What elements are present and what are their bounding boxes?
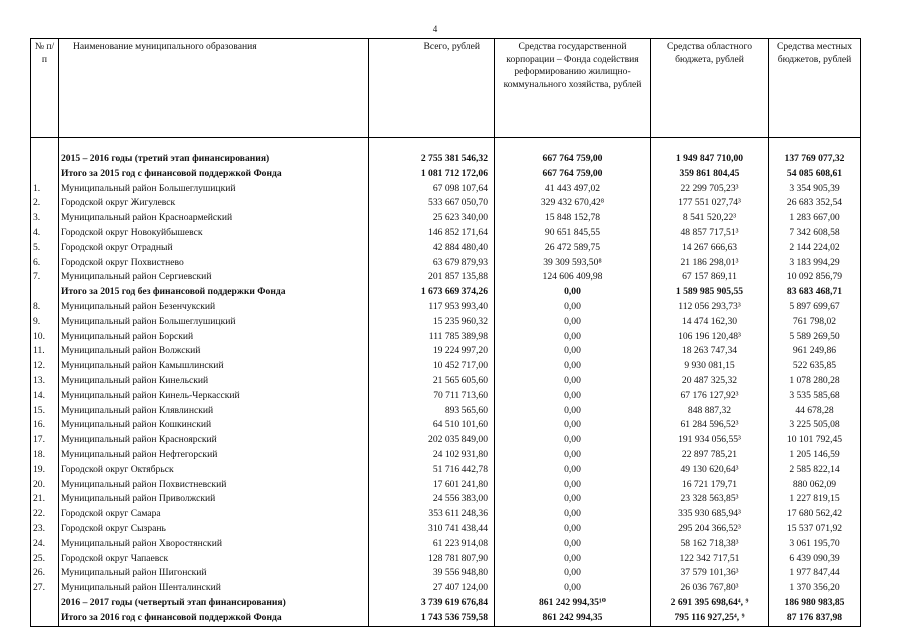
local-budget-amount: 186 980 983,85: [769, 596, 861, 611]
regional-budget-amount: 61 284 596,52³: [651, 418, 769, 433]
local-budget-amount: 54 085 608,61: [769, 167, 861, 182]
fund-amount: 667 764 759,00: [495, 152, 651, 167]
local-budget-amount: 6 439 090,39: [769, 552, 861, 567]
table-row: [31, 448, 861, 463]
table-row: [31, 196, 861, 211]
local-budget-amount: 522 635,85: [769, 359, 861, 374]
fund-amount: 41 443 497,02: [495, 182, 651, 197]
local-budget-amount: 1 370 356,20: [769, 581, 861, 596]
municipality-name: Муниципальный район Шигонский: [59, 566, 369, 581]
table-row: [31, 478, 861, 493]
local-budget-amount: 3 183 994,29: [769, 256, 861, 271]
regional-budget-amount: 295 204 366,52³: [651, 522, 769, 537]
table-row: [31, 359, 861, 374]
table-summary-row: [31, 152, 861, 167]
table-header-row: [31, 39, 861, 138]
table-row: [31, 330, 861, 345]
financing-table: [30, 38, 861, 627]
total-amount: 27 407 124,00: [369, 581, 495, 596]
municipality-name: Муниципальный район Большеглушицкий: [59, 315, 369, 330]
total-amount: 1 743 536 759,58: [369, 611, 495, 626]
total-amount: 24 556 383,00: [369, 492, 495, 507]
row-number: 8.: [31, 300, 59, 315]
row-number: 6.: [31, 256, 59, 271]
row-number: 24.: [31, 537, 59, 552]
municipality-name: Итого за 2015 год без финансовой поддержки Фонда: [59, 285, 369, 300]
fund-amount: 0,00: [495, 433, 651, 448]
local-budget-amount: 880 062,09: [769, 478, 861, 493]
total-amount: 67 098 107,64: [369, 182, 495, 197]
fund-amount: 0,00: [495, 581, 651, 596]
row-number: 10.: [31, 330, 59, 345]
regional-budget-amount: 2 691 395 698,64⁴, ⁹: [651, 596, 769, 611]
municipality-name: Городской округ Чапаевск: [59, 552, 369, 567]
local-budget-amount: 3 354 905,39: [769, 182, 861, 197]
municipality-name: 2015 – 2016 годы (третий этап финансирования): [59, 152, 369, 167]
fund-amount: 0,00: [495, 552, 651, 567]
regional-budget-amount: 191 934 056,55³: [651, 433, 769, 448]
header-municipality: Наименование муниципального образования: [59, 39, 369, 138]
total-amount: 533 667 050,70: [369, 196, 495, 211]
local-budget-amount: 7 342 608,58: [769, 226, 861, 241]
local-budget-amount: 44 678,28: [769, 404, 861, 419]
fund-amount: 0,00: [495, 537, 651, 552]
row-number: 22.: [31, 507, 59, 522]
total-amount: 2 755 381 546,32: [369, 152, 495, 167]
municipality-name: Городской округ Новокуйбышевск: [59, 226, 369, 241]
spacer-row: [31, 138, 861, 153]
municipality-name: 2016 – 2017 годы (четвертый этап финансирования): [59, 596, 369, 611]
municipality-name: Муниципальный район Похвистневский: [59, 478, 369, 493]
row-number: 21.: [31, 492, 59, 507]
local-budget-amount: 10 092 856,79: [769, 270, 861, 285]
total-amount: 63 679 879,93: [369, 256, 495, 271]
total-amount: 21 565 605,60: [369, 374, 495, 389]
table-row: [31, 537, 861, 552]
municipality-name: Муниципальный район Кинельский: [59, 374, 369, 389]
table-row: [31, 507, 861, 522]
regional-budget-amount: 8 541 520,22³: [651, 211, 769, 226]
fund-amount: 39 309 593,50⁸: [495, 256, 651, 271]
total-amount: 310 741 438,44: [369, 522, 495, 537]
header-local-budget: Средства местных бюджетов, рублей: [769, 39, 861, 138]
local-budget-amount: 17 680 562,42: [769, 507, 861, 522]
regional-budget-amount: 22 897 785,21: [651, 448, 769, 463]
fund-amount: 0,00: [495, 492, 651, 507]
row-number: [31, 611, 59, 626]
fund-amount: 90 651 845,55: [495, 226, 651, 241]
regional-budget-amount: 9 930 081,15: [651, 359, 769, 374]
fund-amount: 861 242 994,35: [495, 611, 651, 626]
total-amount: 61 223 914,08: [369, 537, 495, 552]
row-number: 16.: [31, 418, 59, 433]
row-number: 15.: [31, 404, 59, 419]
header-fund: Средства государственной корпорации – Фонда содействия реформированию жилищно-коммунального хозяйства, рублей: [495, 39, 651, 138]
total-amount: 128 781 807,90: [369, 552, 495, 567]
local-budget-amount: 1 283 667,00: [769, 211, 861, 226]
local-budget-amount: 5 897 699,67: [769, 300, 861, 315]
total-amount: 201 857 135,88: [369, 270, 495, 285]
table-row: [31, 463, 861, 478]
total-amount: 1 673 669 374,26: [369, 285, 495, 300]
municipality-name: Городской округ Сызрань: [59, 522, 369, 537]
regional-budget-amount: 122 342 717,51: [651, 552, 769, 567]
header-number: № п/п: [31, 39, 59, 138]
municipality-name: Муниципальный район Хворостянский: [59, 537, 369, 552]
fund-amount: 667 764 759,00: [495, 167, 651, 182]
municipality-name: Муниципальный район Кошкинский: [59, 418, 369, 433]
fund-amount: 0,00: [495, 330, 651, 345]
fund-amount: 0,00: [495, 389, 651, 404]
total-amount: 893 565,60: [369, 404, 495, 419]
row-number: 3.: [31, 211, 59, 226]
fund-amount: 0,00: [495, 418, 651, 433]
row-number: 9.: [31, 315, 59, 330]
regional-budget-amount: 49 130 620,64³: [651, 463, 769, 478]
regional-budget-amount: 23 328 563,85³: [651, 492, 769, 507]
regional-budget-amount: 67 176 127,92³: [651, 389, 769, 404]
local-budget-amount: 15 537 071,92: [769, 522, 861, 537]
total-amount: 24 102 931,80: [369, 448, 495, 463]
regional-budget-amount: 106 196 120,48³: [651, 330, 769, 345]
total-amount: 146 852 171,64: [369, 226, 495, 241]
regional-budget-amount: 20 487 325,32: [651, 374, 769, 389]
local-budget-amount: 3 061 195,70: [769, 537, 861, 552]
local-budget-amount: 83 683 468,71: [769, 285, 861, 300]
regional-budget-amount: 359 861 804,45: [651, 167, 769, 182]
fund-amount: 124 606 409,98: [495, 270, 651, 285]
fund-amount: 0,00: [495, 285, 651, 300]
regional-budget-amount: 1 949 847 710,00: [651, 152, 769, 167]
row-number: 1.: [31, 182, 59, 197]
local-budget-amount: 3 535 585,68: [769, 389, 861, 404]
total-amount: 353 611 248,36: [369, 507, 495, 522]
municipality-name: Муниципальный район Безенчукский: [59, 300, 369, 315]
regional-budget-amount: 16 721 179,71: [651, 478, 769, 493]
row-number: 19.: [31, 463, 59, 478]
local-budget-amount: 761 798,02: [769, 315, 861, 330]
header-total: Всего, рублей: [369, 39, 495, 138]
municipality-name: Муниципальный район Камышлинский: [59, 359, 369, 374]
table-row: [31, 241, 861, 256]
row-number: 7.: [31, 270, 59, 285]
regional-budget-amount: 335 930 685,94³: [651, 507, 769, 522]
municipality-name: Муниципальный район Большеглушицкий: [59, 182, 369, 197]
fund-amount: 0,00: [495, 478, 651, 493]
row-number: [31, 152, 59, 167]
fund-amount: 26 472 589,75: [495, 241, 651, 256]
fund-amount: 0,00: [495, 507, 651, 522]
fund-amount: 0,00: [495, 404, 651, 419]
local-budget-amount: 961 249,86: [769, 344, 861, 359]
municipality-name: Муниципальный район Борский: [59, 330, 369, 345]
regional-budget-amount: 26 036 767,80³: [651, 581, 769, 596]
table-row: [31, 315, 861, 330]
table-row: [31, 522, 861, 537]
regional-budget-amount: 177 551 027,74³: [651, 196, 769, 211]
regional-budget-amount: 795 116 927,25⁴, ⁹: [651, 611, 769, 626]
table-body: [31, 138, 861, 627]
header-regional-budget: Средства областного бюджета, рублей: [651, 39, 769, 138]
table-row: [31, 492, 861, 507]
table-row: [31, 211, 861, 226]
row-number: 25.: [31, 552, 59, 567]
row-number: 13.: [31, 374, 59, 389]
row-number: 12.: [31, 359, 59, 374]
table-row: [31, 256, 861, 271]
local-budget-amount: 137 769 077,32: [769, 152, 861, 167]
total-amount: 64 510 101,60: [369, 418, 495, 433]
table-summary-row: [31, 611, 861, 626]
total-amount: 117 953 993,40: [369, 300, 495, 315]
page-number: 4: [432, 24, 438, 34]
total-amount: 70 711 713,60: [369, 389, 495, 404]
table-row: [31, 374, 861, 389]
total-amount: 15 235 960,32: [369, 315, 495, 330]
local-budget-amount: 1 977 847,44: [769, 566, 861, 581]
row-number: 23.: [31, 522, 59, 537]
regional-budget-amount: 1 589 985 905,55: [651, 285, 769, 300]
fund-amount: 0,00: [495, 522, 651, 537]
regional-budget-amount: 112 056 293,73³: [651, 300, 769, 315]
table-row: [31, 566, 861, 581]
municipality-name: Муниципальный район Клявлинский: [59, 404, 369, 419]
regional-budget-amount: 21 186 298,01³: [651, 256, 769, 271]
table-row: [31, 581, 861, 596]
table-row: [31, 344, 861, 359]
row-number: 2.: [31, 196, 59, 211]
municipality-name: Итого за 2016 год с финансовой поддержкой Фонда: [59, 611, 369, 626]
row-number: [31, 285, 59, 300]
total-amount: 25 623 340,00: [369, 211, 495, 226]
fund-amount: 329 432 670,42⁸: [495, 196, 651, 211]
total-amount: 39 556 948,80: [369, 566, 495, 581]
fund-amount: 0,00: [495, 300, 651, 315]
regional-budget-amount: 14 474 162,30: [651, 315, 769, 330]
municipality-name: Муниципальный район Приволжский: [59, 492, 369, 507]
total-amount: 42 884 480,40: [369, 241, 495, 256]
table-row: [31, 270, 861, 285]
fund-amount: 861 242 994,35¹⁰: [495, 596, 651, 611]
total-amount: 17 601 241,80: [369, 478, 495, 493]
local-budget-amount: 1 078 280,28: [769, 374, 861, 389]
row-number: 11.: [31, 344, 59, 359]
local-budget-amount: 87 176 837,98: [769, 611, 861, 626]
total-amount: 202 035 849,00: [369, 433, 495, 448]
municipality-name: Итого за 2015 год с финансовой поддержкой Фонда: [59, 167, 369, 182]
municipality-name: Городской округ Жигулевск: [59, 196, 369, 211]
municipality-name: Городской округ Самара: [59, 507, 369, 522]
local-budget-amount: 1 205 146,59: [769, 448, 861, 463]
municipality-name: Муниципальный район Красноармейский: [59, 211, 369, 226]
regional-budget-amount: 18 263 747,34: [651, 344, 769, 359]
fund-amount: 0,00: [495, 566, 651, 581]
row-number: 20.: [31, 478, 59, 493]
total-amount: 10 452 717,00: [369, 359, 495, 374]
total-amount: 51 716 442,78: [369, 463, 495, 478]
table-row: [31, 300, 861, 315]
total-amount: 1 081 712 172,06: [369, 167, 495, 182]
row-number: 26.: [31, 566, 59, 581]
row-number: [31, 167, 59, 182]
regional-budget-amount: 48 857 717,51³: [651, 226, 769, 241]
total-amount: 111 785 389,98: [369, 330, 495, 345]
municipality-name: Муниципальный район Кинель-Черкасский: [59, 389, 369, 404]
row-number: [31, 596, 59, 611]
regional-budget-amount: 37 579 101,36³: [651, 566, 769, 581]
municipality-name: Муниципальный район Сергиевский: [59, 270, 369, 285]
table-row: [31, 433, 861, 448]
regional-budget-amount: 58 162 718,38³: [651, 537, 769, 552]
municipality-name: Городской округ Октябрьск: [59, 463, 369, 478]
fund-amount: 0,00: [495, 359, 651, 374]
row-number: 14.: [31, 389, 59, 404]
municipality-name: Муниципальный район Нефтегорский: [59, 448, 369, 463]
local-budget-amount: 10 101 792,45: [769, 433, 861, 448]
fund-amount: 0,00: [495, 463, 651, 478]
municipality-name: Городской округ Отрадный: [59, 241, 369, 256]
local-budget-amount: 3 225 505,08: [769, 418, 861, 433]
municipality-name: Муниципальный район Шенталинский: [59, 581, 369, 596]
row-number: 17.: [31, 433, 59, 448]
fund-amount: 0,00: [495, 344, 651, 359]
local-budget-amount: 1 227 819,15: [769, 492, 861, 507]
row-number: 18.: [31, 448, 59, 463]
regional-budget-amount: 848 887,32: [651, 404, 769, 419]
fund-amount: 0,00: [495, 315, 651, 330]
table-summary-row: [31, 596, 861, 611]
fund-amount: 0,00: [495, 374, 651, 389]
table-row: [31, 418, 861, 433]
row-number: 27.: [31, 581, 59, 596]
table-summary-row: [31, 167, 861, 182]
fund-amount: 15 848 152,78: [495, 211, 651, 226]
table-row: [31, 226, 861, 241]
total-amount: 3 739 619 676,84: [369, 596, 495, 611]
table-row: [31, 182, 861, 197]
fund-amount: 0,00: [495, 448, 651, 463]
total-amount: 19 224 997,20: [369, 344, 495, 359]
table-summary-row: [31, 285, 861, 300]
local-budget-amount: 2 585 822,14: [769, 463, 861, 478]
regional-budget-amount: 14 267 666,63: [651, 241, 769, 256]
municipality-name: Муниципальный район Волжский: [59, 344, 369, 359]
municipality-name: Городской округ Похвистнево: [59, 256, 369, 271]
local-budget-amount: 26 683 352,54: [769, 196, 861, 211]
row-number: 4.: [31, 226, 59, 241]
local-budget-amount: 2 144 224,02: [769, 241, 861, 256]
regional-budget-amount: 67 157 869,11: [651, 270, 769, 285]
local-budget-amount: 5 589 269,50: [769, 330, 861, 345]
table-row: [31, 552, 861, 567]
regional-budget-amount: 22 299 705,23³: [651, 182, 769, 197]
table-row: [31, 389, 861, 404]
table-row: [31, 404, 861, 419]
municipality-name: Муниципальный район Красноярский: [59, 433, 369, 448]
row-number: 5.: [31, 241, 59, 256]
